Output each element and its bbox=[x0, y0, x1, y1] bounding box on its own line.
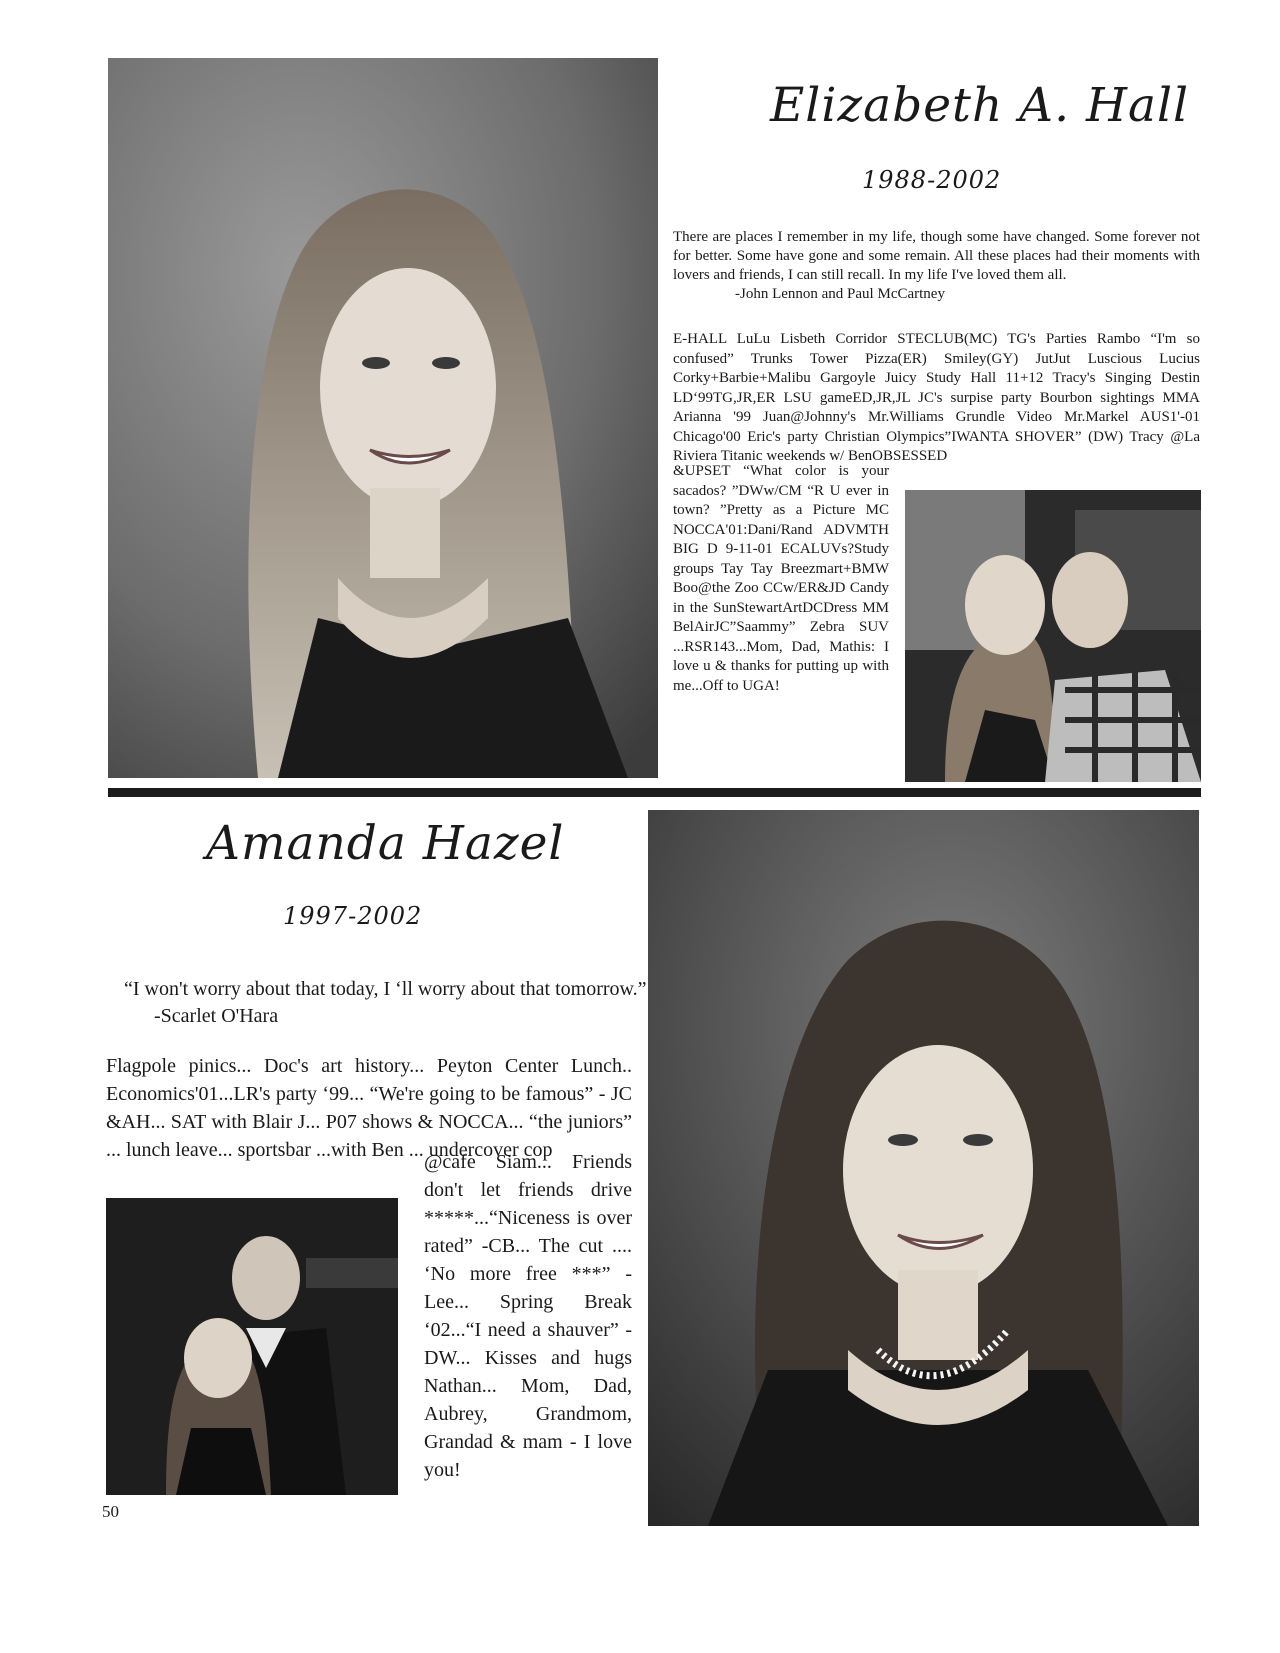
senior-portrait-hazel bbox=[648, 810, 1199, 1526]
senior-quote: There are places I remember in my life, though some have changed. Some forever not for better. Some have gone and some remain. All these places had their moments with lovers and friends, I can still recall. In my life I've loved them all. bbox=[673, 229, 1200, 283]
student-name: Elizabeth A. Hall bbox=[770, 78, 1190, 133]
student-name: Amanda Hazel bbox=[206, 816, 565, 871]
senior-quote: “I won't worry about that today, I ‘ll worry about that tomorrow.” bbox=[124, 978, 647, 1000]
senior-memories-continued: &UPSET “What color is your sacados? ”DWw/CM “R U ever in town? ”Pretty as a Picture MC NOCCA'01:Dani/Rand ADVMTH BIG D 9-11-01 ECALUVs?Study groups Tay Tay Breezmart+BMW Boo@the Zoo CCw/ER&JD Candy in the SunStewartArtDCDress MM BelAirJC”Saammy” Zebra SUV ...RSR143...Mom, Dad, Mathis: I love u & thanks for putting up with me...Off to UGA! bbox=[673, 463, 889, 694]
senior-portrait-hall bbox=[108, 58, 658, 778]
candid-photo-hazel bbox=[106, 1198, 398, 1495]
senior-memories-continued: @cafe Siam... Friends don't let friends drive *****...“Niceness is over rated” -CB... The cut .... ‘No more free ***” -Lee... Spring Break ‘02...“I need a shauver” -DW... Kisses and hugs Nathan... Mom, Dad, Aubrey, Grandmom, Grandad & mam - I love you! bbox=[424, 1151, 632, 1481]
quote-attribution: -John Lennon and Paul McCartney bbox=[735, 286, 945, 302]
candid-photo-hall bbox=[905, 490, 1201, 782]
student-years: 1997-2002 bbox=[283, 902, 423, 930]
quote-attribution: -Scarlet O'Hara bbox=[154, 1005, 279, 1027]
senior-memories: Flagpole pinics... Doc's art history... Peyton Center Lunch.. Economics'01...LR's party ‘99... “We're going to be famous” - JC &AH... SAT with Blair J... P07 shows & NOCCA... “the juniors” ... lunch leave... sportsbar ...with Ben ... undercover cop bbox=[106, 1055, 632, 1161]
section-divider bbox=[108, 788, 1201, 797]
senior-memories: E-HALL LuLu Lisbeth Corridor STECLUB(MC) TG's Parties Rambo “I'm so confused” Trunks Tower Pizza(ER) Smiley(GY) JutJut Luscious Lucius Corky+Barbie+Malibu Gargoyle Juicy Study Hall 11+12 Tracy's Singing Destin LD‘99TG,JR,ER LSU gameED,JR,JL JC's surpise party Bourbon sightings MMA Arianna '99 Juan@Johnny's Mr.Williams Grundle Video Mr.Markel AUS1'-01 Chicago'00 Eric's party Christian Olympics”IWANTA SHOVER” (DW) Tracy @La Riviera Titanic weekends w/ BenOBSESSED bbox=[673, 331, 1200, 464]
page-number: 50 bbox=[102, 1502, 119, 1521]
student-years: 1988-2002 bbox=[862, 166, 1002, 194]
